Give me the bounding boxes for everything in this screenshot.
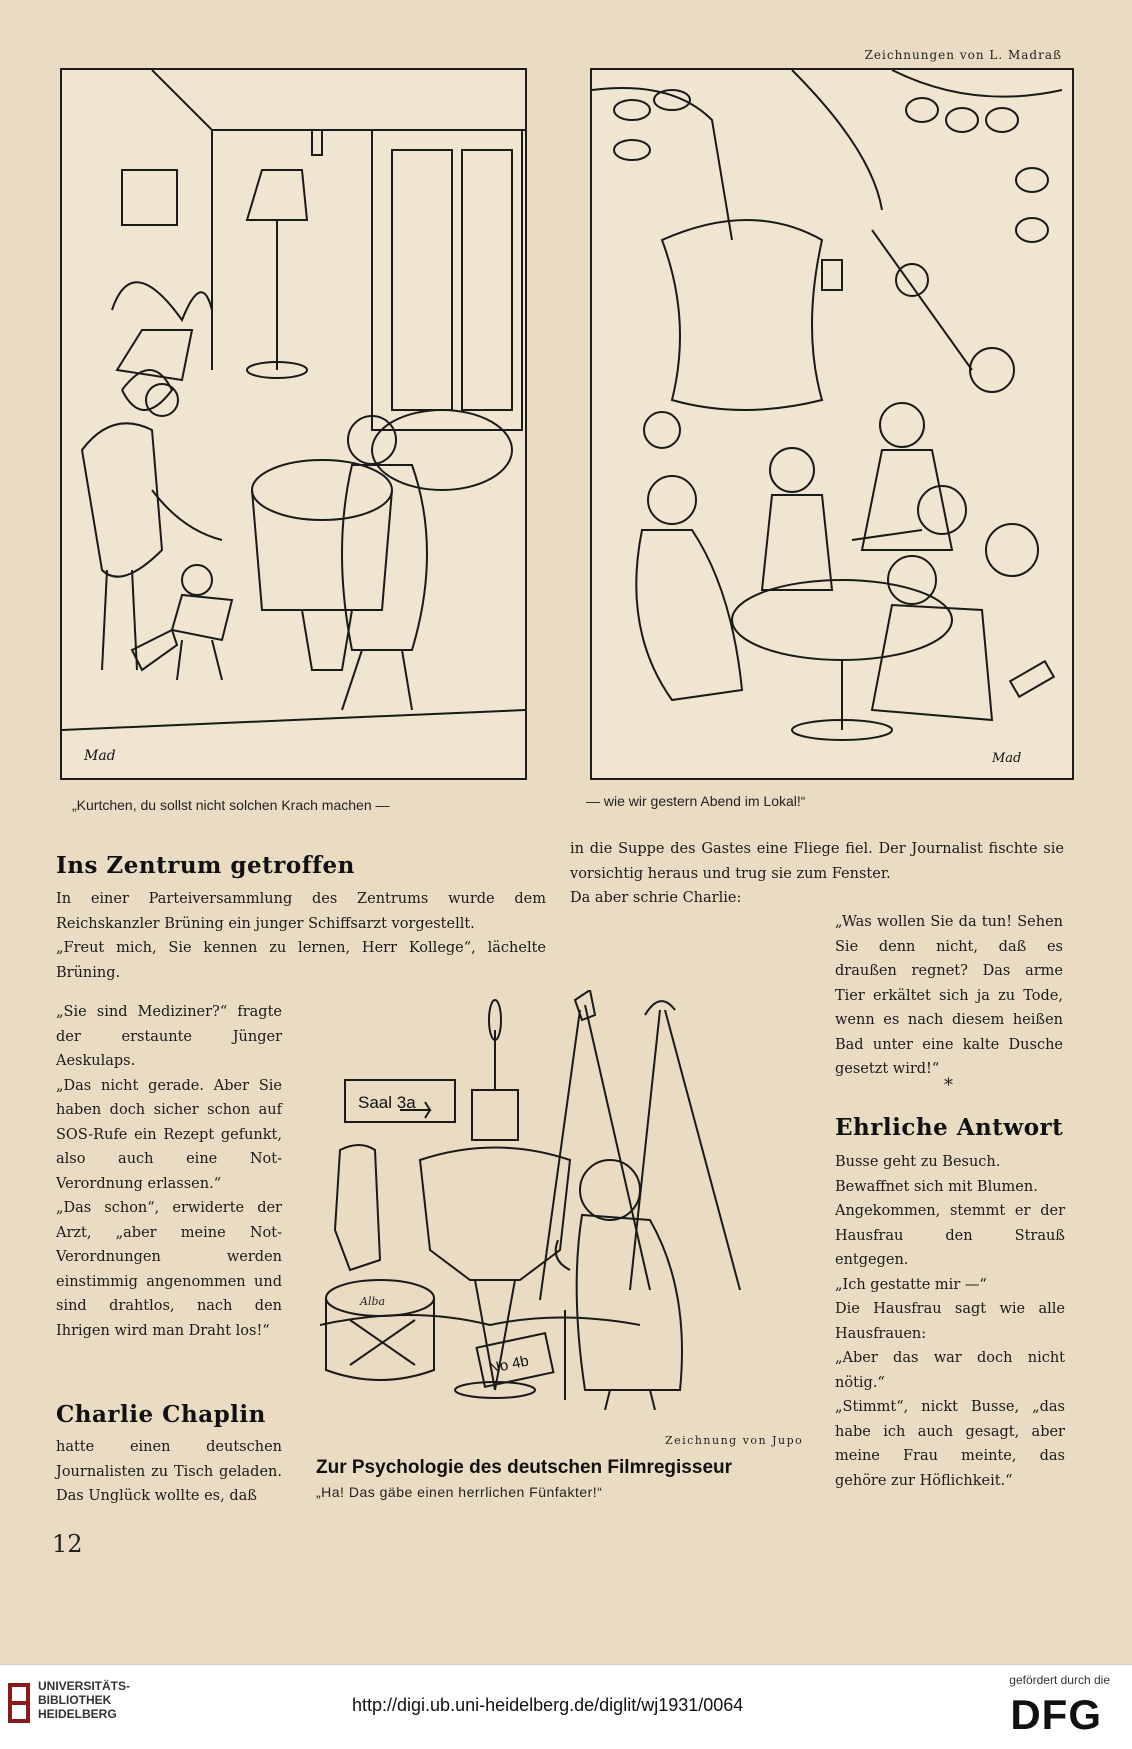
cartoon-right-drawing xyxy=(592,70,1072,778)
institution-line: BIBLIOTHEK xyxy=(38,1693,112,1707)
institution-name xyxy=(38,1679,130,1721)
cartoon-middle-tag-label: No 4b xyxy=(487,1352,531,1378)
article-paragraph: „Freut mich, Sie kennen zu lernen, Herr Kollege“, lächelte Brüning. xyxy=(56,940,546,981)
article-paragraph: Busse geht zu Besuch. xyxy=(835,1154,1001,1170)
page-number: 12 xyxy=(52,1530,83,1558)
article-paragraph: „Was wollen Sie da tun! Sehen Sie denn nicht, daß es draußen regnet? Das arme Tier erkältet sich ja zu Tode, wenn es nach diesem heißen Bad unter eine kalte Dusche gesetzt wird!“ xyxy=(835,914,1063,1077)
article-paragraph: hatte einen deutschen Journalisten zu Tisch geladen. Das Unglück wollte es, daß xyxy=(56,1439,282,1504)
article-paragraph: „Sie sind Mediziner?“ fragte der erstaunte Jünger Aeskulaps. xyxy=(56,1004,282,1069)
footer-bar xyxy=(0,1664,1132,1749)
article-paragraph: Da aber schrie Charlie: xyxy=(570,890,742,906)
cartoon-right xyxy=(590,68,1074,780)
cartoon-left xyxy=(60,68,527,780)
article-paragraph: „Ich gestatte mir —“ xyxy=(835,1276,987,1293)
university-logo-icon xyxy=(6,1681,34,1725)
cartoon-middle-drawing xyxy=(320,990,820,1410)
article-paragraph: „Aber das war doch nicht nötig.“ xyxy=(835,1350,1065,1391)
section-separator: * xyxy=(944,1075,953,1096)
article-paragraph: „Stimmt“, nickt Busse, „das habe ich auch gesagt, aber meine Frau meinte, das gehöre zur Höflichkeit.“ xyxy=(835,1399,1065,1489)
funded-by-label: gefördert durch die xyxy=(1009,1673,1110,1687)
article-title-ehrliche-antwort: Ehrliche Antwort xyxy=(835,1114,1064,1141)
cartoon-middle-credit: Zeichnung von Jupo xyxy=(665,1434,804,1447)
cartoon-left-drawing xyxy=(62,70,525,778)
article-paragraph: in die Suppe des Gastes eine Fliege fiel. Der Journalist fischte sie vorsichtig heraus und trug sie zum Fenster. xyxy=(570,841,1064,882)
article-paragraph: Bewaffnet sich mit Blumen. xyxy=(835,1178,1038,1195)
article-charlie-chaplin-body-right-top xyxy=(570,837,1064,911)
cartoon-left-caption: „Kurtchen, du sollst nicht solchen Krach machen — xyxy=(72,797,390,813)
article-paragraph: Angekommen, stemmt er der Hausfrau den Strauß entgegen. xyxy=(835,1203,1065,1268)
cartoon-left-signature: Mad xyxy=(84,748,116,764)
document-url-link[interactable]: http://digi.ub.uni-heidelberg.de/diglit/wj1931/0064 xyxy=(352,1695,744,1715)
article-paragraph: „Das schon“, erwiderte der Arzt, „aber meine Not-Verordnungen werden einstimmig angenommen und sind drahtlos, nach den Ihrigen wird man Draht los!“ xyxy=(56,1200,282,1339)
cartoon-middle-title: Zur Psychologie des deutschen Filmregisseur xyxy=(316,1457,733,1478)
cartoon-right-caption: — wie wir gestern Abend im Lokal!“ xyxy=(586,793,806,809)
illustration-credit: Zeichnungen von L. Madraß xyxy=(864,48,1062,62)
cartoon-middle-subtitle: „Ha! Das gäbe einen herrlichen Fünfakter!“ xyxy=(316,1484,603,1500)
article-charlie-chaplin-body-right xyxy=(835,910,1063,1082)
cartoon-middle-sign-label: Saal 3a xyxy=(358,1093,416,1112)
cartoon-middle-drum-label: Alba xyxy=(360,1295,386,1308)
cartoon-middle xyxy=(320,990,820,1410)
article-paragraph: „Das nicht gerade. Aber Sie haben doch sicher schon auf SOS-Rufe ein Rezept gefunkt, also auch eine Not-Verordnung erlassen.“ xyxy=(56,1077,282,1192)
article-charlie-chaplin-body-left xyxy=(56,1435,282,1509)
dfg-logo: DFG xyxy=(1010,1691,1102,1738)
article-ins-zentrum-body-narrow xyxy=(56,1000,282,1343)
article-title-charlie-chaplin: Charlie Chaplin xyxy=(56,1401,266,1428)
article-ehrliche-antwort-body xyxy=(835,1150,1065,1493)
cartoon-right-signature: Mad xyxy=(992,751,1022,766)
institution-line: HEIDELBERG xyxy=(38,1707,117,1721)
article-ins-zentrum-body-top xyxy=(56,887,546,985)
article-title-ins-zentrum: Ins Zentrum getroffen xyxy=(56,852,355,879)
article-paragraph: Die Hausfrau sagt wie alle Hausfrauen: xyxy=(835,1301,1065,1342)
institution-line: UNIVERSITÄTS- xyxy=(38,1679,131,1693)
article-paragraph: In einer Parteiversammlung des Zentrums wurde dem Reichskanzler Brüning ein junger Schiffsarzt vorgestellt. xyxy=(56,891,546,932)
